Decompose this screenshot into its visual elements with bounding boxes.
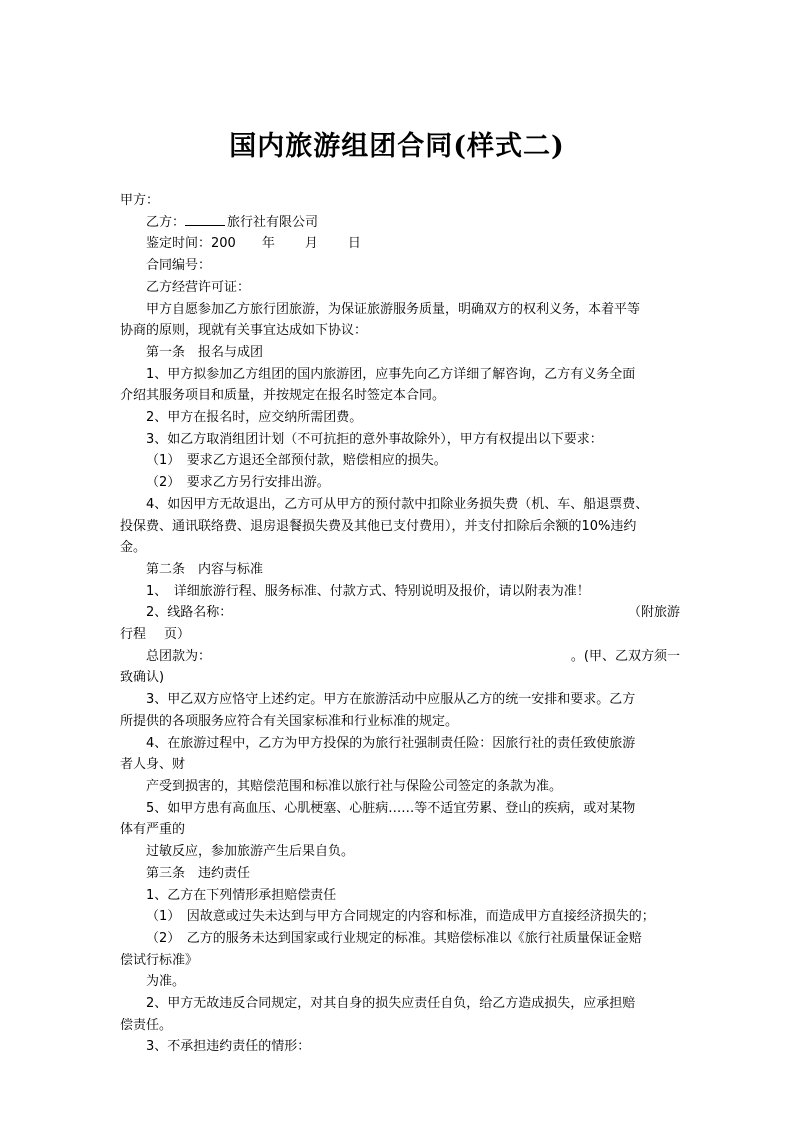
a1-item-3-2: （2） 要求乙方另行安排出游。 xyxy=(146,475,330,491)
a1-item-2: 2、甲方在报名时，应交纳所需团费。 xyxy=(146,410,363,426)
a1-item-4c: 金。 xyxy=(120,540,147,556)
a2-item-3a: 3、甲乙双方应恪守上述约定。甲方在旅游活动中应服从乙方的统一安排和要求。乙方 xyxy=(146,692,636,708)
a1-item-1a: 1、甲方拟参加乙方组团的国内旅游团，应事先向乙方详细了解咨询，乙方有义务全面 xyxy=(146,366,636,382)
a3-item-1-2b: 偿试行标准》 xyxy=(120,952,199,968)
intro-line-2: 协商的原则，现就有关事宜达成如下协议： xyxy=(120,323,368,339)
total-fee-line-b: 致确认) xyxy=(120,670,165,686)
a3-item-2b: 偿责任。 xyxy=(120,1017,173,1033)
a1-item-1b: 介绍其服务项目和质量，并按规定在报名时签定本合同。 xyxy=(120,388,446,404)
license-line: 乙方经营许可证： xyxy=(146,279,251,295)
a2-item-1: 1、 详细旅游行程、服务标准、付款方式、特别说明及报价，请以附表为准！ xyxy=(146,583,590,599)
sign-time-label: 鉴定时间：200 xyxy=(146,236,236,252)
a3-item-1-2a: （2） 乙方的服务未达到国家或行业规定的标准。其赔偿标准以《旅行社质量保证金赔 xyxy=(146,930,642,946)
sign-year: 年 xyxy=(261,236,275,252)
route-name-label: 2、线路名称： xyxy=(146,605,233,621)
a3-item-1: 1、乙方在下列情形承担赔偿责任 xyxy=(146,887,337,903)
a3-item-2a: 2、甲方无故违反合同规定，对其自身的损失应责任自负，给乙方造成损失，应承担赔 xyxy=(146,996,636,1012)
total-fee-line xyxy=(120,646,680,668)
party-b-line xyxy=(120,212,680,234)
a3-item-1-1: （1） 因故意或过失未达到与甲方合同规定的内容和标准，而造成甲方直接经济损失的； xyxy=(146,909,655,925)
a3-item-1-2c: 为准。 xyxy=(146,974,186,990)
sign-day: 日 xyxy=(347,236,361,252)
a3-item-3: 3、不承担违约责任的情形： xyxy=(146,1039,311,1055)
party-b-blank xyxy=(185,213,225,226)
party-b-suffix: 旅行社有限公司 xyxy=(227,214,319,230)
route-itinerary-label: 行程 xyxy=(120,627,147,643)
contract-no-line: 合同编号： xyxy=(146,258,212,274)
a2-item-2b xyxy=(120,624,680,646)
route-pages-label: 页） xyxy=(164,627,191,643)
document-title: 国内旅游组团合同(样式二) xyxy=(229,131,565,162)
a1-item-3: 3、如乙方取消组团计划（不可抗拒的意外事故除外），甲方有权提出以下要求： xyxy=(146,431,603,447)
a2-item-5c: 过敏反应，参加旅游产生后果自负。 xyxy=(146,844,355,860)
a1-item-4a: 4、如因甲方无故退出，乙方可从甲方的预付款中扣除业务损失费（机、车、船退票费、 xyxy=(146,496,649,512)
party-a-line: 甲方： xyxy=(120,193,160,208)
intro-line-1: 甲方自愿参加乙方旅行团旅游，为保证旅游服务质量，明确双方的权利义务，本着平等 xyxy=(146,301,641,317)
route-attach-note: （附旅游 xyxy=(627,605,680,621)
total-fee-label: 总团款为： xyxy=(146,648,212,664)
party-b-label: 乙方： xyxy=(146,214,186,230)
a1-item-4b: 投保费、通讯联络费、退房退餐损失费及其他已支付费用），并支付扣除后余额的10%违约 xyxy=(120,518,637,534)
a2-item-5a: 5、如甲方患有高血压、心肌梗塞、心脏病……等不适宜劳累、登山的疾病，或对某物 xyxy=(146,800,636,816)
article-3-title: 第三条 违约责任 xyxy=(146,865,251,881)
a2-item-2 xyxy=(120,602,680,624)
a2-item-4c: 产受到损害的，其赔偿范围和标准以旅行社与保险公司签定的条款为准。 xyxy=(146,778,563,794)
article-2-title: 第二条 内容与标准 xyxy=(146,561,264,577)
total-fee-note: 。(甲、乙双方须一 xyxy=(570,648,680,664)
a1-item-3-1: （1） 要求乙方退还全部预付款，赔偿相应的损失。 xyxy=(146,453,447,469)
sign-month: 月 xyxy=(304,236,318,252)
sign-time-line xyxy=(120,233,680,255)
a2-item-4b: 者人身、财 xyxy=(120,757,186,773)
a2-item-3b: 所提供的各项服务应符合有关国家标准和行业标准的规定。 xyxy=(120,713,459,729)
article-1-title: 第一条 报名与成团 xyxy=(146,344,264,360)
document-body xyxy=(120,190,680,1058)
a2-item-4a: 4、在旅游过程中，乙方为甲方投保的为旅行社强制责任险：因旅行社的责任致使旅游 xyxy=(146,735,636,751)
a2-item-5b: 体有严重的 xyxy=(120,822,186,838)
